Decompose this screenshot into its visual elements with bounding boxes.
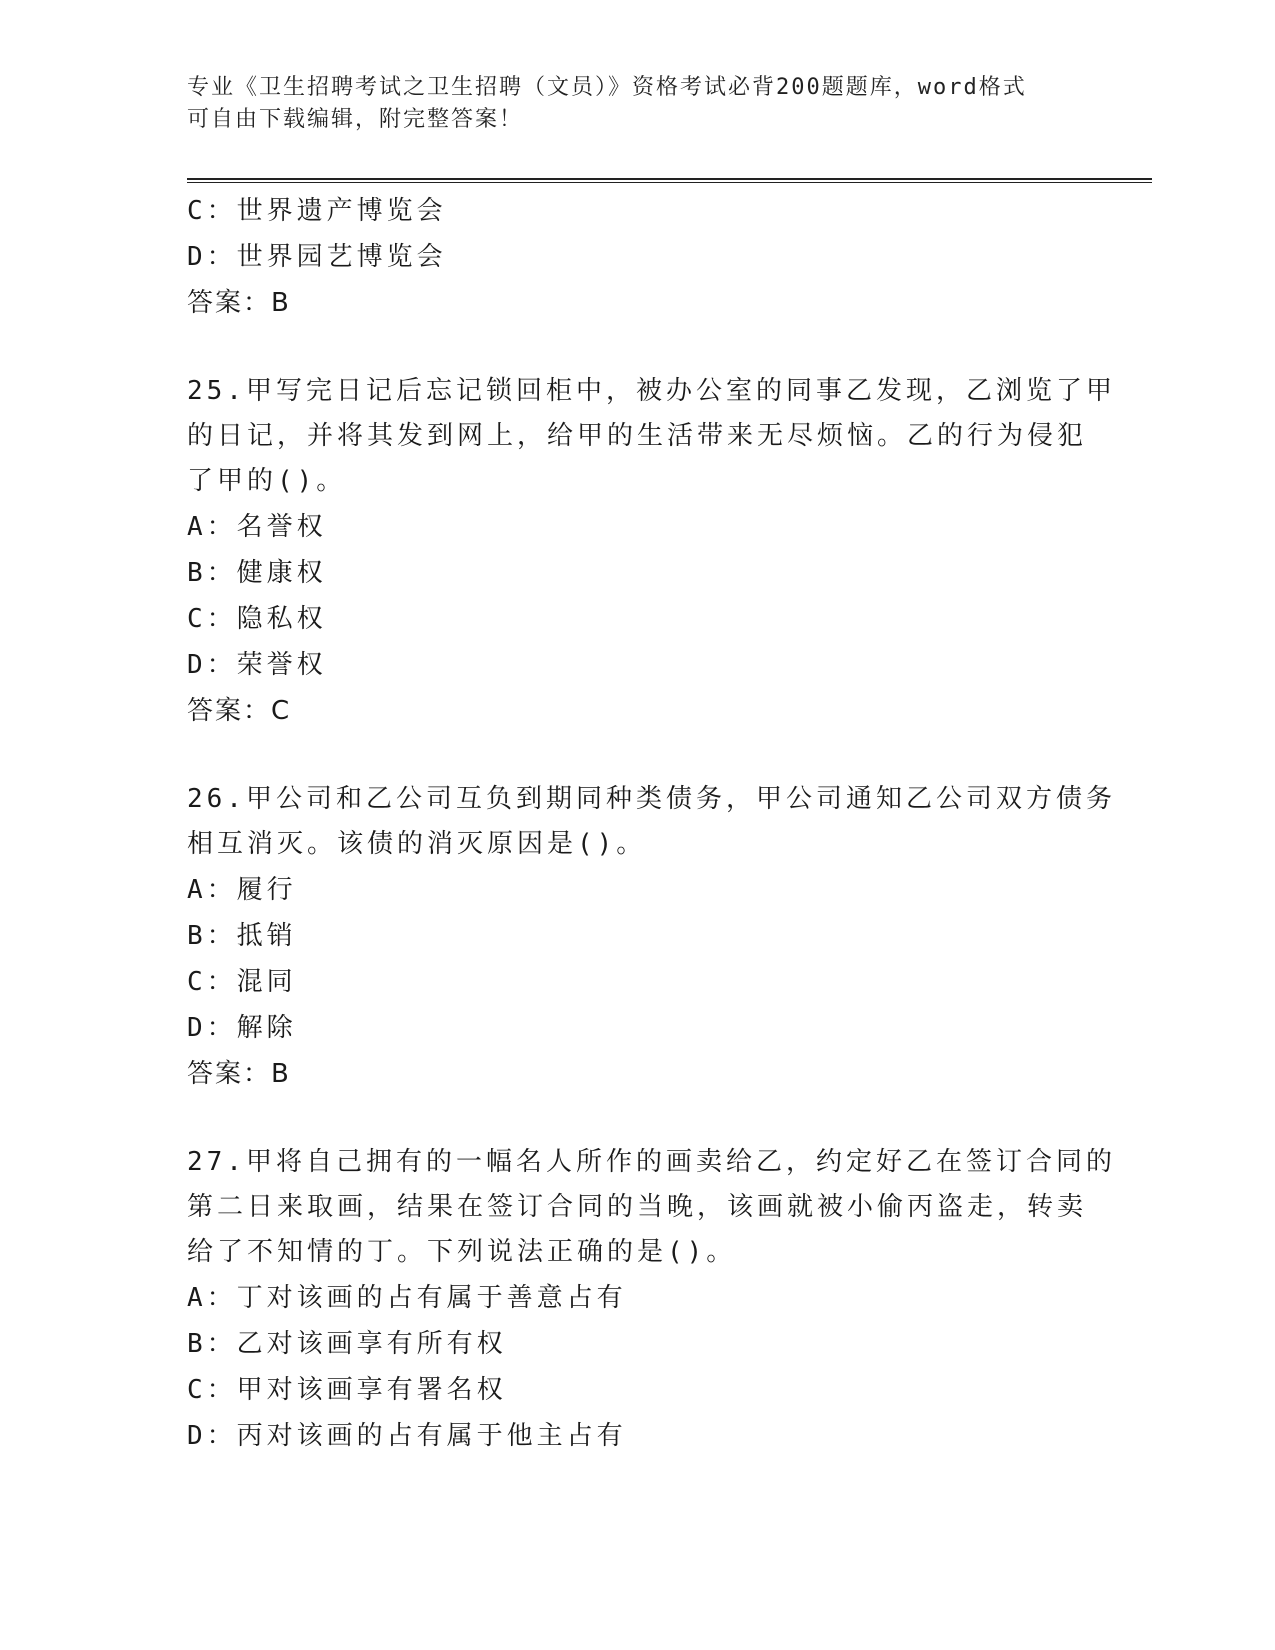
option-a: A：丁对该画的占有属于善意占有 [187, 1283, 627, 1313]
question-text-line: 了甲的()。 [187, 466, 347, 496]
question-text-line: 26.甲公司和乙公司互负到期同种类债务，甲公司通知乙公司双方债务 [187, 784, 1116, 814]
option-a: A：名誉权 [187, 512, 327, 542]
option-a: A：履行 [187, 875, 297, 905]
question-text-line: 25.甲写完日记后忘记锁回柜中，被办公室的同事乙发现，乙浏览了甲 [187, 376, 1116, 406]
spacer [187, 734, 1087, 777]
document-body [187, 188, 1116, 1459]
option-c: C：混同 [187, 967, 297, 997]
document-header [187, 72, 1087, 136]
option-d: D：世界园艺博览会 [187, 242, 447, 272]
question-25 [187, 369, 1116, 734]
answer-line: 答案：C [187, 696, 292, 726]
option-c: C：世界遗产博览会 [187, 196, 447, 226]
option-c: C：隐私权 [187, 604, 327, 634]
question-text-line: 相互消灭。该债的消灭原因是()。 [187, 829, 647, 859]
option-d: D：丙对该画的占有属于他主占有 [187, 1421, 627, 1451]
question-27 [187, 1140, 1116, 1459]
option-d: D：解除 [187, 1013, 297, 1043]
header-title-line-2: 可自由下载编辑，附完整答案！ [187, 107, 524, 132]
question-text-line: 27.甲将自己拥有的一幅名人所作的画卖给乙，约定好乙在签订合同的 [187, 1147, 1116, 1177]
question-text-line: 给了不知情的丁。下列说法正确的是()。 [187, 1237, 737, 1267]
option-b: B：健康权 [187, 558, 327, 588]
option-c: C：甲对该画享有署名权 [187, 1375, 507, 1405]
question-24-continued [187, 188, 1087, 326]
header-title-line-1: 专业《卫生招聘考试之卫生招聘（文员）》资格考试必背200题题库，word格式 [187, 75, 1027, 100]
option-b: B：乙对该画享有所有权 [187, 1329, 507, 1359]
header-divider [187, 178, 1152, 183]
answer-line: 答案：B [187, 1059, 291, 1089]
spacer [187, 1097, 1087, 1140]
spacer [187, 326, 1087, 369]
question-text-line: 的日记，并将其发到网上，给甲的生活带来无尽烦恼。乙的行为侵犯 [187, 421, 1088, 451]
option-d: D：荣誉权 [187, 650, 327, 680]
question-text-line: 第二日来取画，结果在签订合同的当晚，该画就被小偷丙盗走，转卖 [187, 1192, 1088, 1222]
question-26 [187, 777, 1116, 1097]
option-b: B：抵销 [187, 921, 297, 951]
answer-line: 答案：B [187, 288, 291, 318]
